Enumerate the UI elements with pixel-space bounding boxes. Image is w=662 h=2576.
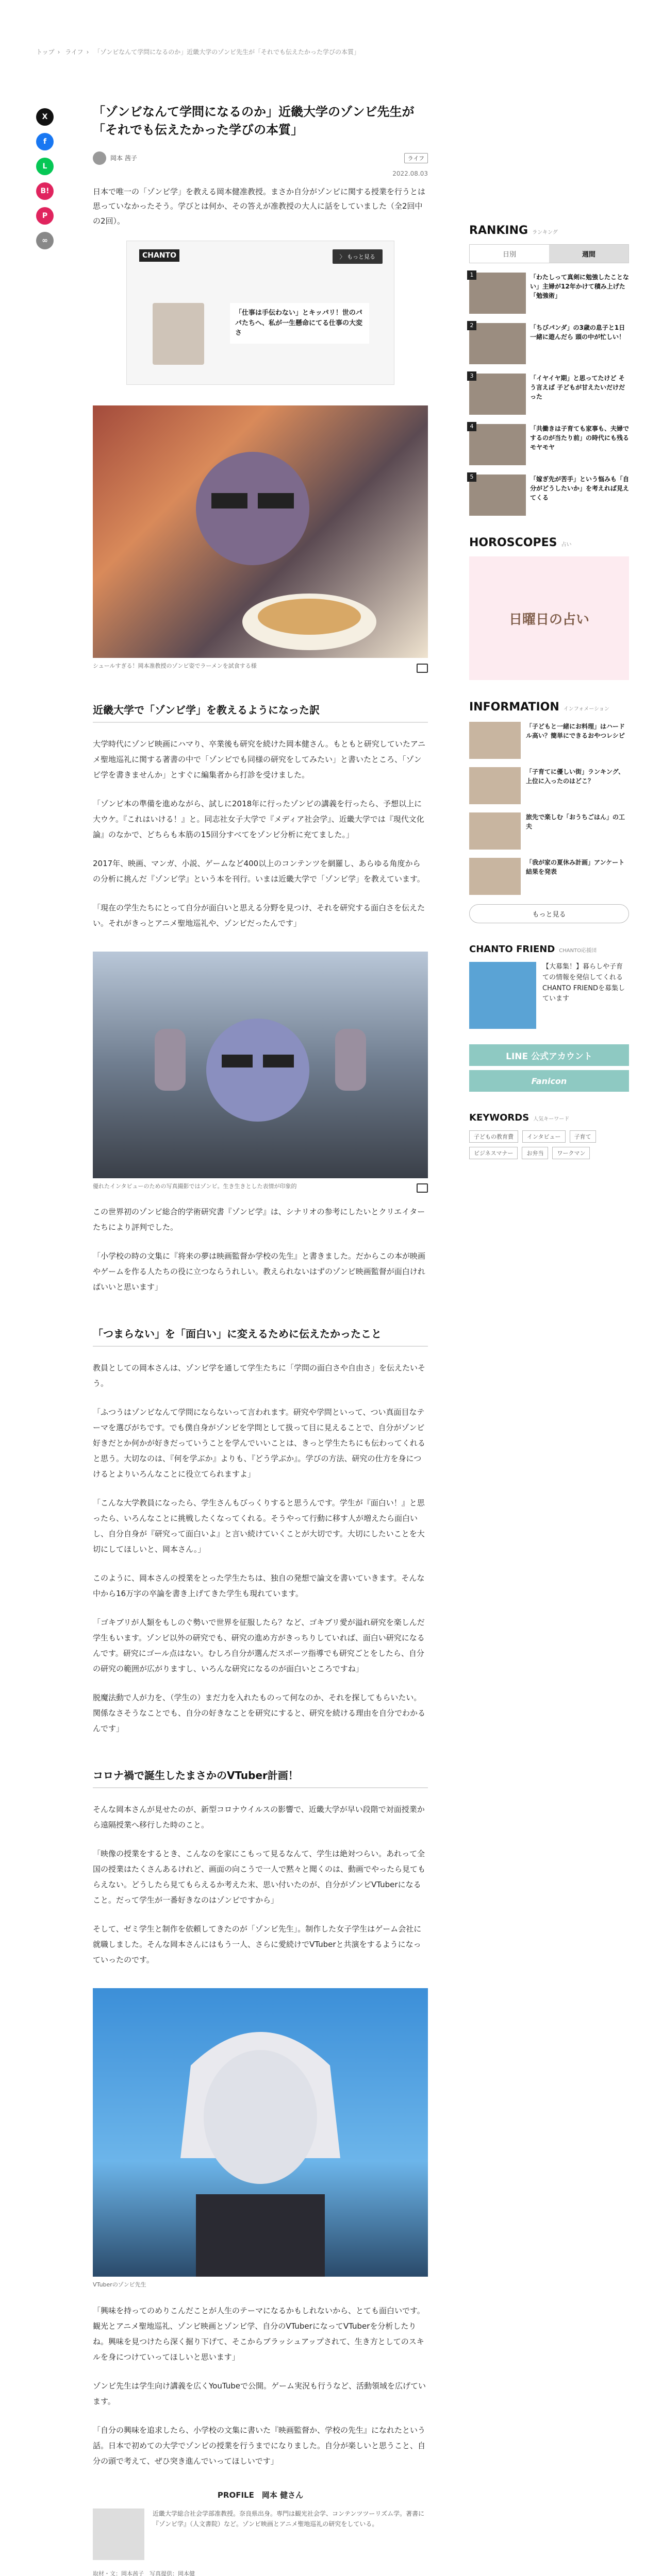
- paragraph: ゾンビ先生は学生向け講義を広くYouTubeで公開。ゲーム実況も行うなど、活動領域を広げています。: [93, 2381, 426, 2406]
- paragraph: 「現在の学生たちにとって自分が面白いと思える分野を見つけ、それを研究する面白さを伝えたい。それがきっとアニメ聖地巡礼や、ゾンビだったんです」: [93, 903, 425, 928]
- keyword-tag[interactable]: 子どもの教育費: [469, 1130, 518, 1143]
- section-heading: 近畿大学で「ゾンビ学」を教えるようになった訳: [93, 702, 428, 723]
- paragraph: 「ふつうはゾンビなんて学問にならないって言われます。研究や学問といって、つい真面目なテーマを選びがちです。でも僕自身がゾンビを学問として扱って目に見えることで、自分がゾンビ好きだとか何かが好きだっていうことを学んでいいことは、きっと学生たちにも伝わってくれると思う。大切なのは、『何を学ぶか』よりも、『どう学ぶか』。学びの方法、研究の仕方を身につけるとよりいろんなことに役立てられますよ」: [93, 1408, 425, 1479]
- paragraph: この世界初のゾンビ総合的学術研究書『ゾンビ学』は、シナリオの参考にしたいとクリエイターたちにより評判でした。: [93, 1207, 425, 1232]
- paragraph: このように、岡本さんの授業をとった学生たちは、独自の発想で論文を書いていきます。そんな中から16万字の卒論を書き上げてきた学生も現れています。: [93, 1573, 425, 1599]
- paragraph: 「自分の興味を追求したら、小学校の文集に書いた『映画監督か、学校の先生』になれたという話。日本で初めての大学でゾンビの授業を行うまでになりました。自分が楽しいと思うこと、自分の頭で考えて、ぜひ突き進んでいってほしいです」: [93, 2425, 426, 2466]
- section-heading: コロナ禍で誕生したまさかのVTuber計画！: [93, 1767, 428, 1788]
- horoscope-heading: HOROSCOPES 占い: [469, 536, 572, 549]
- paragraph: 「ゾンビ本の準備を進めながら、試しに2018年に行ったゾンビの講義を行ったら、予想以上に大ウケ。『これはいける！』と。同志社女子大学で『メディア社会学』、近畿大学では『現代文化論』のなかで、どちらも本筋の15回分すべてをゾンビ分析に充てました。」: [93, 799, 424, 839]
- paragraph: 脱魔法動で人が力を、（学生の）まだ力を入れたものって何なのか、それを探してもらいたい。関係なさそうなことでも、自分の好きなことを研究にすると、研究を続ける理由を自分でわかるんです」: [93, 1693, 426, 1734]
- breadcrumb-item[interactable]: ライフ: [65, 48, 84, 56]
- avatar: [93, 151, 106, 165]
- published-date: 2022.08.03: [392, 170, 428, 177]
- info-title: 「子育てに優しい街」ランキング、上位に入ったのはどこ？: [526, 768, 625, 785]
- tab-weekly[interactable]: 週間: [549, 245, 628, 263]
- ranking-thumb: [469, 323, 526, 364]
- share-bar: [36, 108, 57, 257]
- page-title: 「ゾンビなんて学問になるのか」近畿大学のゾンビ先生が「それでも伝えたかった学びの本質」: [93, 105, 415, 137]
- friend-text: 【大募集！】暮らしや子育ての情報を発信してくれるCHANTO FRIENDを募集しています: [542, 963, 625, 1003]
- photo-illustration: [93, 952, 428, 1178]
- pocket-icon[interactable]: P: [36, 207, 54, 225]
- info-title: 旅先で楽しむ「おうちごはん」の工夫: [526, 814, 625, 830]
- paragraph: 「興味を持ってのめりこんだことが人生のテーマになるかもしれないから、とても面白いです。観光とアニメ聖地巡礼、ゾンビ映画とゾンビ学、自分のVTuberになってVTuberを分析したりね。興味を見つけたら深く掘り下げて、そこからブラッシュアップされて、生き方としてのスキルを身につけていってほしいと思います」: [93, 2306, 425, 2362]
- rank-number: 1: [467, 270, 476, 280]
- more-button[interactable]: もっと見る: [469, 904, 629, 923]
- keyword-tag[interactable]: 子育て: [570, 1130, 596, 1143]
- keyword-list: [469, 1130, 629, 1159]
- info-heading: INFORMATION インフォメーション: [469, 701, 609, 714]
- ranking-item[interactable]: [469, 323, 629, 364]
- rank-number: 3: [467, 371, 476, 381]
- ranking-title: 「わたしって真剣に勉強したことない」主婦が12年かけて積み上げた「勉強術」: [530, 274, 630, 299]
- photo-caption: シュールすぎる！岡本准教授のゾンビ姿でラーメンを試食する様: [93, 663, 257, 670]
- info-title: 「子どもと一緒にお料理」はハードル高い？簡単にできるおやつレシピ: [526, 723, 625, 739]
- photo-caption: 優れたインタビューのための写真撮影ではゾンビ。生き生きとした表情が印象的: [93, 1182, 297, 1190]
- credit-line: 取材・文：岡本茜子 写真提供：岡本健: [93, 2570, 195, 2576]
- keyword-tag[interactable]: お弁当: [522, 1147, 548, 1159]
- author-name: 岡本 茜子: [110, 155, 137, 162]
- info-item[interactable]: [469, 767, 629, 804]
- paragraph: そして、ゼミ学生と制作を依頼してきたのが「ゾンビ先生」。制作した女子学生はゲーム会社に就職しました。そんな岡本さんにはもう一人、さらに愛続けでVTuberと共演をするようになっていったのです。: [93, 1924, 422, 1965]
- see-more-button[interactable]: 〉 もっと見る: [333, 249, 383, 264]
- info-item[interactable]: [469, 812, 629, 850]
- paragraph: 「小学校の時の文集に『将来の夢は映画監督か学校の先生』と書きました。だからこの本が映画やゲームを作る人たちの役に立つならうれしい。教えられないはずのゾンビ映画監督が面白ければいいと思います」: [93, 1251, 426, 1292]
- paragraph: 「こんな大学教員になったら、学生さんもびっくりすると思うんです。学生が『面白い！』と思ったら、いろんなことに挑戦したくなってくれる。そうやって行動に移す人が増えたら面白いし、自分自身が『研究って面白いよ』と言い続けていくことが大切です。大切にしたいことを大切にしてほしいと、岡本さん。」: [93, 1498, 425, 1554]
- info-thumb: [469, 767, 521, 804]
- facebook-icon[interactable]: f: [36, 133, 54, 150]
- ranking-heading: RANKING ランキング: [469, 224, 558, 237]
- link-icon[interactable]: ∞: [36, 232, 54, 249]
- ranking-thumb: [469, 273, 526, 314]
- keyword-tag[interactable]: インタビュー: [522, 1130, 566, 1143]
- keyword-tag[interactable]: ワークマン: [552, 1147, 590, 1159]
- photo-illustration: [93, 405, 428, 658]
- card-quote: 「仕事は手伝わない」とキッパリ！世のパパたちへ、私が一生懸命にてる仕事の大変さ: [230, 303, 369, 344]
- sidebar: [469, 224, 629, 1159]
- ranking-thumb: [469, 474, 526, 516]
- rank-number: 2: [467, 321, 476, 330]
- ranking-item[interactable]: [469, 273, 629, 314]
- card-photo: [153, 303, 204, 365]
- keyword-tag[interactable]: ビジネスマナー: [469, 1147, 518, 1159]
- info-item[interactable]: [469, 858, 629, 895]
- x-icon[interactable]: X: [36, 108, 54, 126]
- profile-box: [93, 2509, 428, 2560]
- ranking-item[interactable]: [469, 424, 629, 465]
- info-item[interactable]: [469, 722, 629, 759]
- friend-heading: CHANTO FRIEND CHANTO応援団: [469, 944, 597, 955]
- ranking-tabs: [469, 244, 629, 263]
- zoom-icon[interactable]: [417, 664, 428, 673]
- lead-text: 日本で唯一の「ゾンビ学」を教える岡本健准教授。まさか自分がゾンビに関する授業を行うとは思っていなかったそう。学びとは何か、その答えが准教授の大人に話をしていました（全2回中の2回）。: [93, 187, 426, 226]
- line-icon[interactable]: L: [36, 158, 54, 175]
- rank-number: 5: [467, 472, 476, 482]
- category-tag[interactable]: ライフ: [404, 153, 428, 163]
- ranking-item[interactable]: [469, 374, 629, 415]
- hatena-icon[interactable]: B!: [36, 182, 54, 200]
- line-banner[interactable]: LINE 公式アカウント: [469, 1044, 629, 1066]
- ranking-title: 「嫁ぎ先が苦手」という悩みも「自分がどうしたいか」を考えれば見えてくる: [530, 476, 630, 501]
- profile-photo: [93, 2509, 144, 2560]
- section-heading: 「つまらない」を「面白い」に変えるために伝えたかったこと: [93, 1326, 428, 1347]
- paragraph: 「映像の授業をするとき、こんなのを家にこもって見るなんて、学生は絶対つらい。あれって全国の授業はたくさんあるけれど、画面の向こうで一人で黙々と聞くのは、動画でやったら見てもらえない。どうしたら見てもらえるか考えた末、思い付いたのが、自分がゾンビVTuberになること。だって学生が一番好きなのはゾンビですから」: [93, 1849, 426, 1905]
- horoscope-banner[interactable]: 日曜日の占い: [469, 556, 629, 680]
- info-thumb: [469, 858, 521, 895]
- ranking-title: 「ちびパンダ」の3歳の息子と1日一緒に遊んだら 頭の中が忙しい！: [530, 324, 625, 341]
- breadcrumb-item[interactable]: トップ: [36, 48, 55, 56]
- profile-text: 近畿大学総合社会学部准教授。奈良県出身。専門は観光社会学、コンテンツツーリズム学。著書に『ゾンビ学』（人文書院）など。ゾンビ映画とアニメ聖地巡礼の研究をしている。: [153, 2510, 425, 2528]
- chanto-logo: CHANTO: [139, 249, 179, 262]
- vtuber-illustration: [93, 1988, 428, 2277]
- breadcrumb-item: 「ゾンビなんて学問になるのか」近畿大学のゾンビ先生が「それでも伝えたかった学びの本質」: [94, 48, 360, 56]
- article-meta: [93, 151, 428, 165]
- photo-caption: VTuberのゾンビ先生: [93, 2281, 146, 2289]
- keywords-heading: KEYWORDS 人気キーワード: [469, 1112, 570, 1123]
- profile-title: PROFILE 岡本 健さん: [217, 2490, 304, 2500]
- ranking-thumb: [469, 374, 526, 415]
- author[interactable]: [93, 151, 137, 165]
- paragraph: 2017年、映画、マンガ、小説、ゲームなど400以上のコンテンツを網羅し、あらゆる角度からの分析に挑んだ『ゾンビ学』という本を刊行。いまは近畿大学で「ゾンビ学」を教えています。: [93, 858, 425, 884]
- paragraph: 教員としての岡本さんは、ゾンビ学を通して学生たちに「学問の面白さや自由さ」を伝えたいそう。: [93, 1363, 426, 1388]
- ranking-item[interactable]: [469, 474, 629, 516]
- zombie-city-photo[interactable]: [93, 952, 428, 1178]
- breadcrumb: トップ › ライフ › 「ゾンビなんて学問になるのか」近畿大学のゾンビ先生が「それでも伝えたかった学びの本質」: [36, 48, 360, 56]
- info-thumb: [469, 722, 521, 759]
- friend-image: [469, 962, 536, 1029]
- ranking-list: [469, 273, 629, 516]
- tab-daily[interactable]: 日別: [502, 251, 516, 259]
- vtuber-image[interactable]: [93, 1988, 428, 2277]
- ranking-thumb: [469, 424, 526, 465]
- rank-number: 4: [467, 422, 476, 431]
- related-card[interactable]: [126, 241, 394, 385]
- info-thumb: [469, 812, 521, 850]
- ranking-title: 「イヤイヤ期」と思ってたけど そう言えば 子どもが甘えたいだけだった: [530, 375, 625, 400]
- zoom-icon[interactable]: [417, 1183, 428, 1193]
- article: [93, 103, 428, 2576]
- info-title: 「我が家の夏休み計画」アンケート結果を発表: [526, 859, 625, 875]
- paragraph: そんな岡本さんが見せたのが、新型コロナウイルスの影響で、近畿大学が早い段階で対面授業から遠隔授業へ移行した時のこと。: [93, 1805, 425, 1830]
- ranking-title: 「共働きは子育ても家事も、夫婦でするのが当たり前」の時代にも残るモヤモヤ: [530, 425, 630, 451]
- paragraph: 「ゴキブリが人類をもしのぐ勢いで世界を征服したら？など、ゴキブリ愛が溢れ研究を楽しんだ学生もいます。ゾンビ以外の研究でも、研究の進め方がきっちりしていれば、面白い研究になるんです。研究にゴール点はない。むしろ自分が選んだスポーツ指導でも研究ごとをしたら、自分の研究の範囲が広がりますし、いろんな研究になるのが面白いところですね」: [93, 1618, 425, 1674]
- fanicon-banner[interactable]: Fanicon: [469, 1070, 629, 1092]
- info-list: [469, 722, 629, 895]
- friend-card[interactable]: [469, 962, 629, 1029]
- zombie-ramen-photo[interactable]: [93, 405, 428, 658]
- paragraph: 大学時代にゾンビ映画にハマり、卒業後も研究を続けた岡本健さん。もともと研究していたアニメ聖地巡礼に関する著書の中で「ゾンビでも同様の研究をしてみたい」と書いたところ、「ゾンビ学を書きませんか」とすぐに編集者から打診を受けました。: [93, 739, 426, 779]
